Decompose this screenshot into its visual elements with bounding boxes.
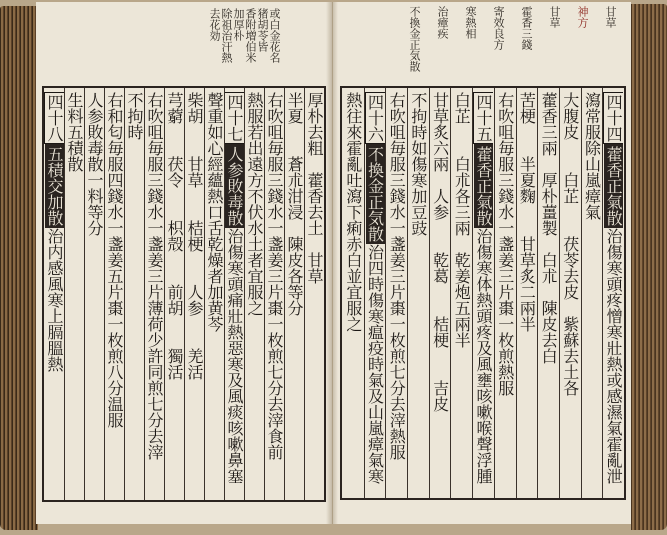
column-text: 治四時傷寒瘟疫時氣及山嵐瘴氣寒 <box>365 244 385 484</box>
right-text-column <box>451 92 471 494</box>
column-rule <box>516 88 517 498</box>
left-text-column <box>144 92 164 494</box>
handwritten-note: 香附増伯米 <box>244 8 257 63</box>
right-text-column <box>538 92 558 494</box>
column-text: 生料五積散 <box>65 92 84 172</box>
right-text-column <box>560 92 580 494</box>
left-text-column <box>264 92 284 494</box>
handwritten-note: 寄效良方 <box>492 6 505 50</box>
column-text: 藿香三兩 厚朴薑製 白朮 陳皮去白 <box>539 92 559 364</box>
left-text-column <box>224 92 244 494</box>
column-rule <box>450 88 451 498</box>
left-text-column <box>304 92 324 494</box>
handwritten-note: 甘草 <box>604 6 617 28</box>
column-rule <box>602 88 603 498</box>
handwritten-note: 不換金正気散 <box>408 6 421 72</box>
entry-number: 四十六 <box>365 94 385 142</box>
left-text-column <box>64 92 84 494</box>
right-text-frame <box>340 86 626 500</box>
handwritten-note: 加厚朴 <box>232 8 245 41</box>
column-text: 右和匂毎服四錢水一盞姜五片棗一枚煎八分温服 <box>105 92 124 428</box>
column-text: 右吹咀毎服三錢水一盞姜三片棗一枚煎七分去滓食前 <box>265 92 284 460</box>
left-text-column <box>164 92 184 494</box>
column-rule <box>429 88 430 498</box>
column-text: 治傷寒頭疼憎寒壯熱或感濕氣霍亂泄 <box>604 228 624 484</box>
handwritten-note: 寒熱相 <box>464 6 477 39</box>
column-rule <box>494 88 495 498</box>
handwritten-note: 或白金花名 <box>268 8 281 63</box>
column-rule <box>224 88 225 500</box>
column-text: 熱往來霍亂吐瀉下痢赤白並宜服之 <box>343 92 363 332</box>
gutter <box>326 2 338 524</box>
left-text-column <box>204 92 224 494</box>
entry-number: 四十八 <box>45 94 64 142</box>
column-rule <box>264 88 265 500</box>
column-text: 半夏 蒼朮泔浸 陳皮各等分 <box>285 92 304 316</box>
column-text: 芎藭 茯令 枳殻 前胡 獨活 <box>165 92 184 380</box>
column-text: 人参敗毒散一料等分 <box>85 92 104 236</box>
handwritten-note: 霍香三錢 <box>520 6 533 50</box>
column-text: 右吹咀毎服三錢水一盞姜三片薄荷少許同煎七分去滓 <box>145 92 164 460</box>
column-text: 不拘時如傷寒加豆豉 <box>408 92 428 236</box>
column-text: 治内感風寒上膈膃熱 <box>45 228 64 372</box>
formula-title: 藿香正氣散 <box>604 146 624 226</box>
column-rule <box>284 88 285 500</box>
column-rule <box>537 88 538 498</box>
column-rule <box>204 88 205 500</box>
column-rule <box>244 88 245 500</box>
column-text: 治傷寒頭痛壯熱惡寒及風痰咳嗽鼻塞 <box>225 228 244 484</box>
handwritten-note: 猪胡苓皆 <box>256 8 269 52</box>
column-rule <box>64 88 65 500</box>
entry-number: 四十五 <box>474 94 493 142</box>
page-edges-left <box>0 6 38 530</box>
left-text-column <box>124 92 144 494</box>
right-text-column <box>386 92 406 494</box>
column-text: 白芷 白朮各三兩 乾姜炮五兩半 <box>452 92 472 348</box>
column-text: 不拘時 <box>125 92 144 140</box>
right-text-column <box>581 92 601 494</box>
handwritten-note: 除祖治汗熱 <box>220 8 233 63</box>
column-rule <box>581 88 582 498</box>
column-rule <box>144 88 145 500</box>
column-rule <box>184 88 185 500</box>
left-text-column <box>104 92 124 494</box>
formula-title: 不換金正気散 <box>365 146 385 242</box>
column-rule <box>559 88 560 498</box>
entry-number: 四十四 <box>604 94 624 142</box>
column-text: 柴胡 甘草 桔梗 人参 羌活 <box>185 92 204 380</box>
column-rule <box>124 88 125 500</box>
column-rule <box>304 88 305 500</box>
left-text-frame <box>42 86 326 502</box>
entry-number: 四十七 <box>225 94 244 142</box>
column-rule <box>364 88 365 498</box>
right-text-column <box>408 92 428 494</box>
column-text: 熱服若出遠方不伏水土者宜服之 <box>245 92 264 316</box>
column-rule <box>407 88 408 498</box>
column-text: 苦梗 半夏麴 甘草炙二兩半 <box>517 92 537 332</box>
column-rule <box>104 88 105 500</box>
left-text-column <box>84 92 104 494</box>
handwritten-note: 去花効 <box>208 8 221 41</box>
left-text-column <box>44 92 64 494</box>
column-rule <box>472 88 473 498</box>
column-rule <box>385 88 386 498</box>
column-text: 右吹咀毎服三錢水一盞姜三片棗一枚煎熱服 <box>495 92 515 396</box>
formula-title: 人参敗毒散 <box>225 146 244 226</box>
page-edges-right <box>631 4 667 530</box>
right-text-column <box>516 92 536 494</box>
column-rule <box>164 88 165 500</box>
column-text: 治傷寒体熱頭疼及風壅咳嗽喉聲浮腫 <box>474 228 493 484</box>
column-text: 大腹皮 白芷 茯苓去皮 紫蘇去土各 <box>560 92 580 396</box>
column-text: 右吹咀毎服三錢水一盞姜三片棗一枚煎七分去滓熱服 <box>387 92 407 460</box>
column-text: 聲重如心經蘊熱口舌乾燥者加黄芩 <box>205 92 224 332</box>
left-text-column <box>244 92 264 494</box>
formula-title: 藿香正氣散 <box>474 146 493 226</box>
right-text-column <box>495 92 515 494</box>
right-text-column <box>365 92 385 494</box>
right-text-column <box>473 92 493 494</box>
formula-title: 五積交加散 <box>45 146 64 226</box>
right-text-column <box>430 92 450 494</box>
handwritten-note: 神方 <box>576 6 589 28</box>
handwritten-note: 治瘴疾 <box>436 6 449 39</box>
column-text: 瀉常服除山嵐瘴氣 <box>582 92 602 220</box>
right-text-column <box>343 92 363 494</box>
column-rule <box>84 88 85 500</box>
handwritten-note: 甘草 <box>548 6 561 28</box>
right-text-column <box>603 92 623 494</box>
left-text-column <box>184 92 204 494</box>
column-text: 甘草炙六兩 人参 乾葛 桔梗 吉皮 <box>430 92 450 412</box>
left-text-column <box>284 92 304 494</box>
column-text: 厚朴去粗 藿香去土 甘草 <box>305 92 324 284</box>
